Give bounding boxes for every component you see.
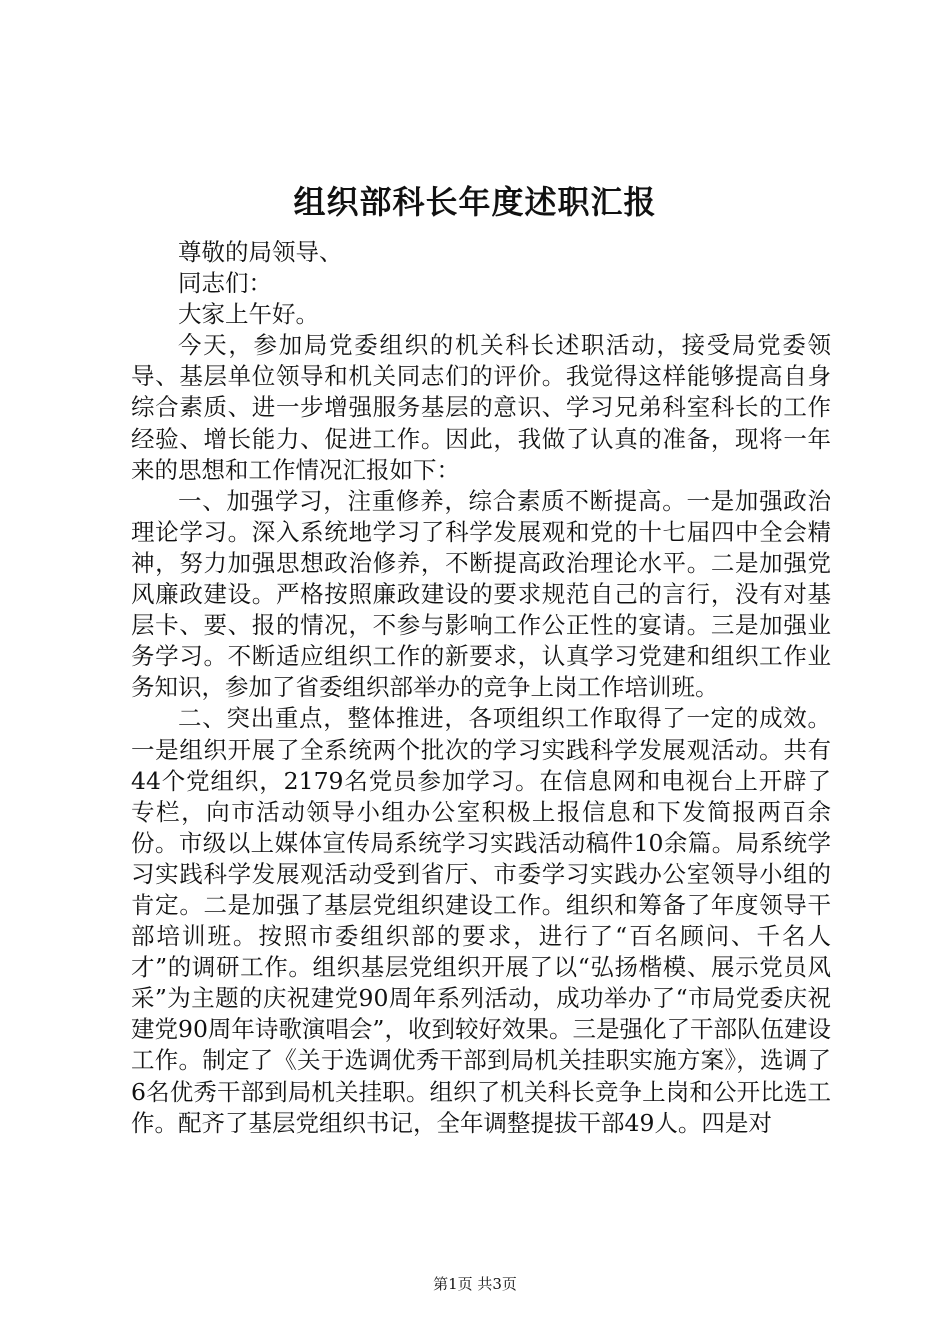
salutation-line: 尊敬的局领导、	[178, 238, 343, 266]
page-title: 组织部科长年度述职汇报	[293, 183, 657, 221]
greeting-line: 大家上午好。	[178, 300, 319, 329]
body-paragraph: 二、突出重点，整体推进，各项组织工作取得了一定的成效。一是组织开展了全系统两个批次的学习实践科学发展观活动。共有44个党组织，2179名党员参加学习。在信息网和电视台上开辟了专栏，向市活动领导小组办公室积极上报信息和下发简报两百余份。市级以上媒体宣传局系统学习实践活动稿件10余篇。局系统学习实践科学发展观活动受到省厅、市委学习实践办公室领导小组的肯定。二是加强了基层党组织建设工作。组织和筹备了年度领导干部培训班。按照市委组织部的要求，进行了“百名顾问、千名人才”的调研工作。组织基层党组织开展了以“弘扬楷模、展示党员风采”为主题的庆祝建党90周年系列活动，成功举办了“市局党委庆祝建党90周年诗歌演唱会”，收到较好效果。三是强化了干部队伍建设工作。制定了《关于选调优秀干部到局机关挂职实施方案》，选调了6名优秀干部到局机关挂职。组织了机关科长竞争上岗和公开比选工作。配齐了基层党组织书记，全年调整提拔干部49人。四是对	[131, 704, 831, 1137]
body-paragraph: 一、加强学习，注重修养，综合素质不断提高。一是加强政治理论学习。深入系统地学习了科学发展观和党的十七届四中全会精神，努力加强思想政治修养，不断提高政治理论水平。二是加强党风廉政建设。严格按照廉政建设的要求规范自己的言行，没有对基层卡、要、报的情况，不参与影响工作公正性的宴请。三是加强业务学习。不断适应组织工作的新要求，认真学习党建和组织工作业务知识，参加了省委组织部举办的竞争上岗工作培训班。	[131, 486, 831, 702]
salutation-line: 同志们：	[178, 269, 272, 298]
document-body	[131, 237, 831, 1139]
body-paragraph: 今天，参加局党委组织的机关科长述职活动，接受局党委领导、基层单位领导和机关同志们的评价。我觉得这样能够提高自身综合素质、进一步增强服务基层的意识、学习兄弟科室科长的工作经验、增长能力、促进工作。因此，我做了认真的准备，现将一年来的思想和工作情况汇报如下：	[131, 331, 831, 484]
page-footer: 第1页 共3页	[433, 1275, 517, 1293]
